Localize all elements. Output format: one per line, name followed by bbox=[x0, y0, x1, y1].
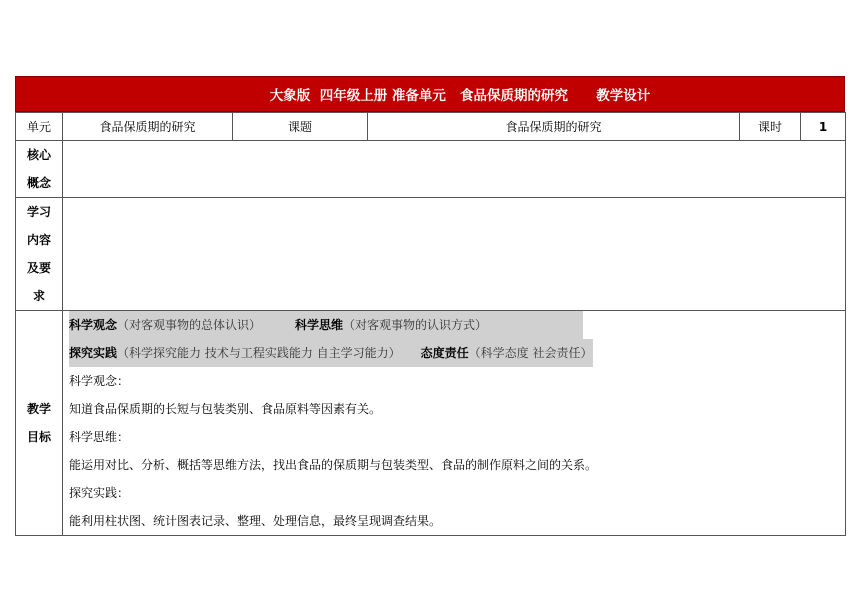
lesson-plan-table bbox=[15, 112, 846, 536]
topic-label: 课题 bbox=[287, 120, 312, 134]
learning-content-label-1: 学习 bbox=[26, 205, 51, 219]
learning-content-content bbox=[63, 198, 846, 311]
core-concept-label-1: 核心 bbox=[26, 148, 51, 162]
learning-content-row bbox=[16, 198, 846, 311]
dimension-note-3: （科学探究能力 技术与工程实践能力 自主学习能力） bbox=[117, 346, 401, 360]
dimension-note-1: （对客观事物的总体认识） bbox=[117, 318, 262, 332]
goal-item: 知道食品保质期的长短与包装类别、食品原料等因素有关。 bbox=[69, 402, 382, 416]
hours-value-cell bbox=[801, 113, 846, 141]
dimension-title-2: 科学思维 bbox=[295, 318, 344, 332]
core-concept-label-2: 概念 bbox=[26, 176, 51, 190]
dimension-title-4: 态度责任 bbox=[420, 346, 469, 360]
teaching-goals-row bbox=[16, 311, 846, 536]
dimension-note-2: （对客观事物的认识方式） bbox=[343, 318, 488, 332]
teaching-goals-label-2: 目标 bbox=[26, 430, 51, 444]
core-concept-content bbox=[63, 141, 846, 198]
goal-dimensions-line-1 bbox=[63, 311, 845, 339]
core-concept-row bbox=[16, 141, 846, 198]
dimension-title-3: 探究实践 bbox=[69, 346, 118, 360]
dimension-title-1: 科学观念 bbox=[69, 318, 118, 332]
goal-item: 能运用对比、分析、概括等思维方法，找出食品的保质期与包装类型、食品的制作原料之间的关系。 bbox=[69, 458, 598, 472]
learning-content-label-3: 及要 bbox=[26, 261, 51, 275]
teaching-goals-content bbox=[63, 311, 846, 536]
hours-label-cell bbox=[740, 113, 801, 141]
info-row bbox=[16, 113, 846, 141]
goal-dimensions-line-2 bbox=[63, 339, 845, 367]
goal-item: 科学观念： bbox=[69, 374, 130, 388]
unit-label: 单元 bbox=[26, 120, 51, 134]
goal-item: 科学思维： bbox=[69, 430, 130, 444]
topic-value-cell bbox=[368, 113, 740, 141]
hours-label: 课时 bbox=[757, 120, 782, 134]
dimension-note-4: （科学态度 社会责任） bbox=[468, 346, 593, 360]
teaching-goals-label-1: 教学 bbox=[26, 402, 51, 416]
goal-item: 能利用柱状图、统计图表记录、整理、处理信息，最终呈现调查结果。 bbox=[69, 514, 442, 528]
document-title: 大象版 四年级上册 准备单元 食品保质期的研究 教学设计 bbox=[269, 88, 651, 104]
core-concept-label-cell bbox=[16, 141, 63, 198]
unit-label-cell bbox=[16, 113, 63, 141]
unit-value: 食品保质期的研究 bbox=[99, 120, 196, 134]
lesson-plan-page bbox=[15, 76, 845, 536]
learning-content-label-cell bbox=[16, 198, 63, 311]
learning-content-label-4: 求 bbox=[32, 289, 45, 303]
teaching-goals-label-cell bbox=[16, 311, 63, 536]
hours-value: 1 bbox=[818, 119, 828, 134]
document-title-bar bbox=[15, 76, 845, 112]
unit-value-cell bbox=[63, 113, 233, 141]
dimension-highlight-2 bbox=[69, 339, 593, 367]
dimension-highlight-1 bbox=[69, 311, 583, 339]
topic-value: 食品保质期的研究 bbox=[505, 120, 602, 134]
goal-item: 探究实践： bbox=[69, 486, 130, 500]
topic-label-cell bbox=[233, 113, 368, 141]
learning-content-label-2: 内容 bbox=[26, 233, 51, 247]
